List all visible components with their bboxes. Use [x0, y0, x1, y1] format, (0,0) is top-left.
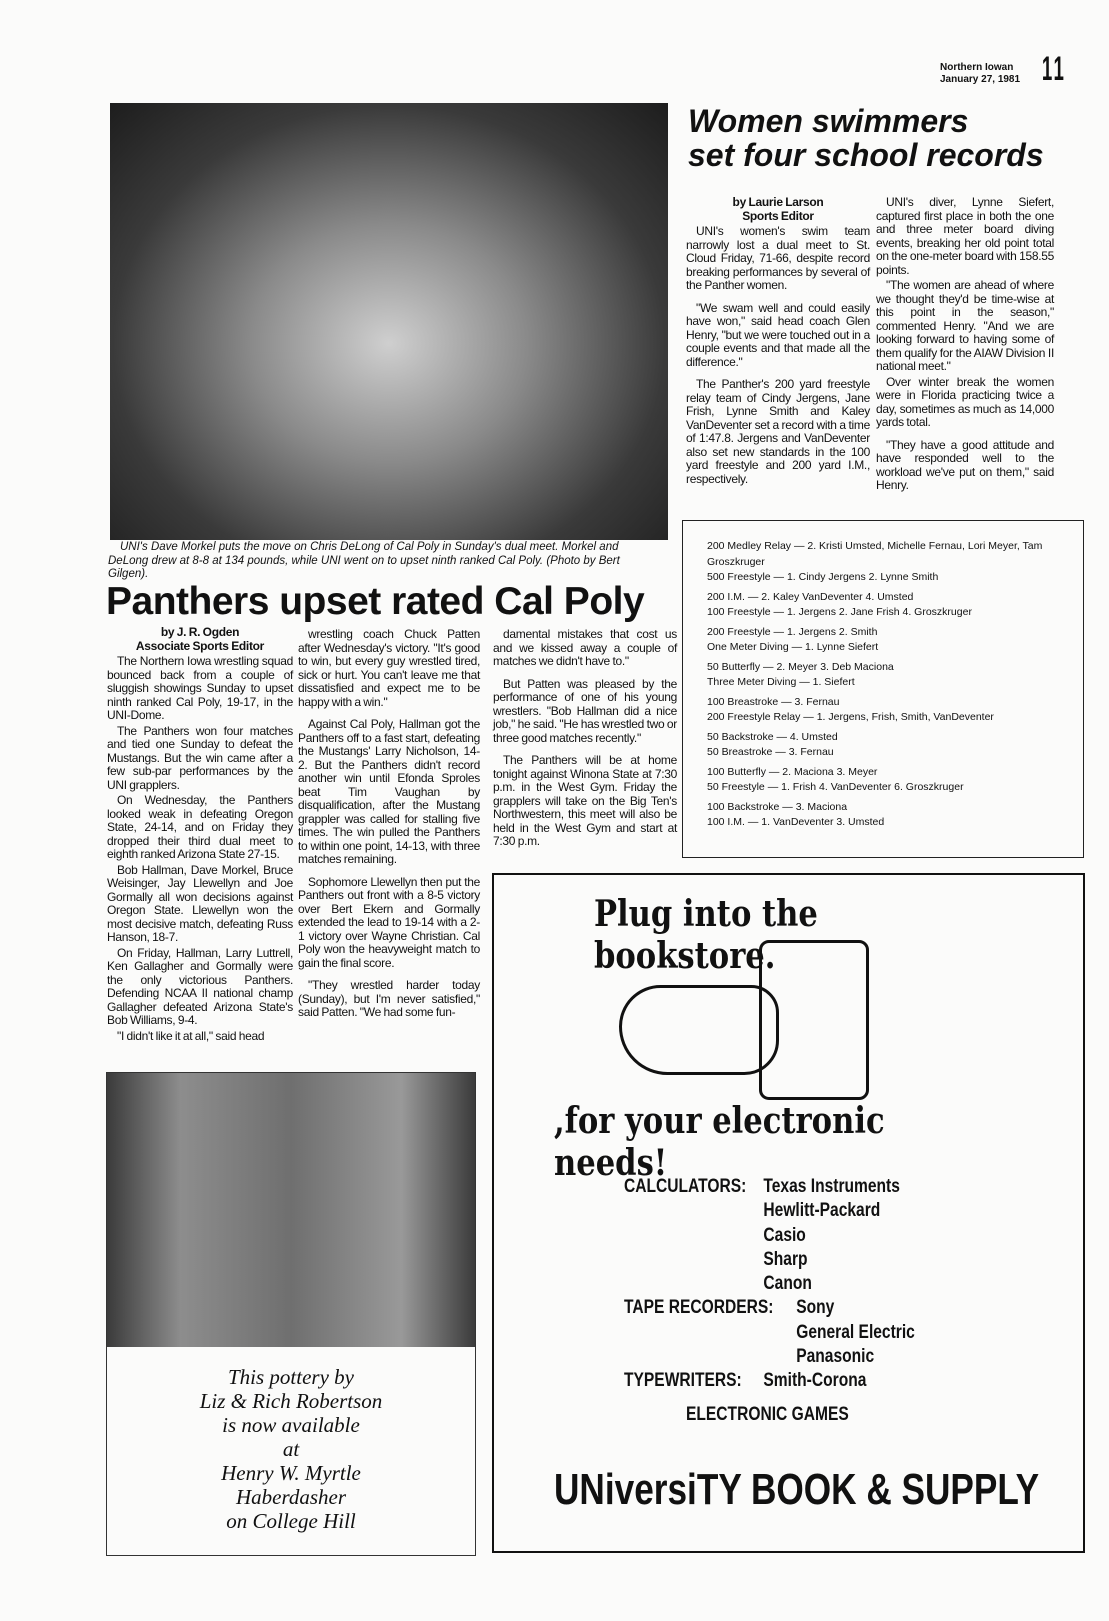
result-entry: 200 I.M. — 2. Kaley VanDeventer 4. Umsted [707, 590, 914, 603]
result-entry: One Meter Diving — 1. Lynne Siefert [707, 641, 879, 653]
category-label [624, 1224, 763, 1248]
paragraph: "We swam well and could easily have won," said head coach Glen Henry, "but we were touched out in a couple events and that made all the difference." [686, 300, 870, 369]
category-label [624, 1345, 796, 1369]
brand: Hewlitt-Packard [763, 1200, 881, 1222]
paragraph: "They wrestled harder today (Sunday), but I'm never satisfied," said Patten. "We had some fun- [298, 978, 480, 1019]
headline-line: Women swimmers [688, 103, 969, 139]
product-row [624, 1248, 1034, 1272]
byline: by J. R. Ogden Associate Sports Editor [135, 625, 265, 653]
paragraph: "The women are ahead of where we thought they'd be time-wise at this point in the season," commented Henry. "And we are looking forward to having some of them qualify for the AIAW Division II national meet." [876, 278, 1054, 373]
result-entry: 200 Freestyle Relay — 1. Jergens, Frish, Smith, VanDeventer [707, 711, 994, 723]
result-entry: 500 Freestyle — 1. Cindy Jergens 2. Lynne Smith [707, 571, 939, 583]
category-label: TYPEWRITERS: [624, 1370, 742, 1392]
brand: Texas Instruments [763, 1176, 900, 1197]
swim-headline [688, 104, 1044, 172]
paragraph: On Friday, Hallman, Larry Luttrell, Ken Gallagher and Gormally were the only victorious Panthers. Defending NCAA II national champ Gallagher defeated Arizona State's Bob Williams, 9-4. [107, 945, 293, 1027]
paragraph: The Panther's 200 yard freestyle relay team of Cindy Jergens, Jane Frish, Lynne Smith and Kaley VanDeventer set a record with a time of 1:47.8. Jergens and VanDeventer also set new standards in the 100 yard freestyle and 200 yard I.M., respectively. [686, 377, 870, 486]
product-row [624, 1199, 1034, 1223]
result-entry: 50 Breastroke — 3. Fernau [707, 746, 834, 758]
swim-column-2 [876, 196, 1054, 495]
paragraph: "They have a good attitude and have responded well to the workload we've put on them," said Henry. [876, 437, 1054, 492]
result-entry: 50 Butterfly — 2. Meyer 3. Deb Maciona [707, 660, 894, 673]
wrestling-column-2 [298, 628, 480, 1022]
paragraph: But Patten was pleased by the performance of one of his young wrestlers. "Bob Hallman did a nice job," he said. "He has wrestled two or three good matches recently." [493, 676, 677, 745]
category-label [624, 1199, 763, 1223]
swim-results-box [682, 520, 1084, 858]
photo-caption: UNI's Dave Morkel puts the move on Chris DeLong of Cal Poly in Sunday's dual meet. Morkel and DeLong drew at 8-8 at 134 pounds, while UNI went on to upset ninth ranked Cal Poly. (Photo by Bert Gilgen). [108, 541, 620, 580]
bookstore-ad [492, 873, 1085, 1553]
paragraph: Sophomore Llewellyn then put the Panthers out front with a 8-5 victory over Bert Ekern and Gormally extended the lead to 19-14 with a 2-1 victory over Wayne Christian. Cal Poly won the heavyweight match to gain the final score. [298, 874, 480, 970]
pottery-ad [106, 1072, 476, 1556]
paragraph: The Panthers will be at home tonight against Winona State at 7:30 p.m. in the West Gym. Friday the grapplers will take on the Big Ten's Northwestern, this meet will also be held in the West Gym and start at 7:30 p.m. [493, 753, 677, 848]
product-row [624, 1369, 1034, 1393]
brand: Smith-Corona [763, 1370, 867, 1392]
wrestling-photo [110, 103, 668, 540]
result-entry: 100 Breastroke — 3. Fernau [707, 695, 840, 708]
brand: Sharp [763, 1248, 808, 1270]
paragraph: UNI's diver, Lynne Siefert, captured first place in both the one and three meter board diving events, breaking her old point total on the one-meter board with 158.55 points. [876, 195, 1054, 277]
result-entry: 200 Medley Relay — 2. Kristi Umsted, Michelle Fernau, Lori Meyer, Tam Groszkruger [707, 540, 1043, 568]
bookstore-headline: Plug into the bookstore. [594, 893, 818, 977]
result-entry: 100 Freestyle — 1. Jergens 2. Jane Frish 4. Groszkruger [707, 606, 972, 618]
product-row [624, 1272, 1034, 1296]
bookstore-tagline: ,for your electronic needs! [554, 1100, 885, 1184]
category-label: TAPE RECORDERS: [624, 1297, 774, 1319]
product-row [624, 1345, 1034, 1369]
pottery-photo [107, 1073, 475, 1347]
paragraph: Over winter break the women were in Florida practicing twice a day, sometimes as much as 14,000 yards total. [876, 374, 1054, 429]
wrestling-headline: Panthers upset rated Cal Poly [106, 580, 645, 623]
product-row [624, 1224, 1034, 1248]
headline-line: set four school records [688, 137, 1044, 173]
paragraph: The Panthers won four matches and tied one Sunday to defeat the Mustangs. But the win came after a few sub-par performances by the UNI grapplers. [107, 723, 293, 792]
category-label: CALCULATORS: [624, 1176, 747, 1197]
byline: by Laurie Larson Sports Editor [732, 195, 824, 223]
pottery-ad-text: This pottery by Liz & Rich Robertson is now available at Henry W. Myrtle Haberdasher on College Hill [199, 1365, 383, 1533]
paragraph: On Wednesday, the Panthers looked weak in defeating Oregon State, 24-14, and on Friday they dropped their third dual meet to eighth ranked Arizona State 27-15. [107, 793, 293, 861]
product-row [624, 1296, 1034, 1320]
category-label [624, 1248, 763, 1272]
category-label [624, 1272, 763, 1296]
paragraph: The Northern Iowa wrestling squad bounced back from a couple of sluggish showings Sunday to upset ninth ranked Cal Poly, 19-17, in the UNI-Dome. [107, 654, 293, 722]
store-logo: UNiversiTY BOOK & SUPPLY [554, 1465, 1040, 1514]
paragraph: Against Cal Poly, Hallman got the Panthers off to a fast start, defeating the Mustangs' Larry Nicholson, 14-2. But the Panthers didn't record another win until Efonda Sproles beat Tim Vaughan by disqualification, after the Mustang grappler was called for stalling five times. The win pulled the Panthers to within one point, 14-13, with three matches remaining. [298, 717, 480, 866]
wrestling-column-1 [107, 626, 293, 1045]
result-entry: 100 Butterfly — 2. Maciona 3. Meyer [707, 765, 878, 778]
brand: Sony [796, 1297, 835, 1319]
wrestling-column-3 [493, 628, 677, 851]
category-label [624, 1321, 796, 1345]
product-row [624, 1321, 1034, 1345]
electronic-games: ELECTRONIC GAMES [686, 1404, 849, 1425]
issue-date: January 27, 1981 [940, 74, 1021, 85]
brand: Panasonic [796, 1346, 875, 1368]
paragraph: Bob Hallman, Dave Morkel, Bruce Weisinger, Jay Llewellyn and Joe Gormally all won decisions against Oregon State. Llewellyn won the most decisive match, defeating Russ Hanson, 18-7. [107, 862, 293, 944]
page-number: 11 [1041, 50, 1067, 88]
paragraph: wrestling coach Chuck Patten after Wednesday's victory. "It's good to win, but every guy wrestled tired, sick or hurt. You can't leave me that dissatisfied and expect me to be happy with a win." [298, 627, 480, 709]
paper-name: Northern Iowan [940, 62, 1014, 73]
result-entry: 100 I.M. — 1. VanDeventer 3. Umsted [707, 816, 885, 828]
brand: Casio [763, 1224, 806, 1246]
result-entry: 50 Backstroke — 4. Umsted [707, 730, 838, 743]
result-entry: 100 Backstroke — 3. Maciona [707, 800, 848, 813]
paragraph: damental mistakes that cost us and we kissed away a couple of matches we didn't have to." [493, 627, 677, 668]
swim-column-1 [686, 196, 870, 488]
hand-plug-illustration [619, 985, 779, 1075]
masthead [940, 62, 1020, 86]
brand: Canon [763, 1273, 812, 1295]
paragraph: UNI's women's swim team narrowly lost a dual meet to St. Cloud Friday, 71-66, despite record breaking performances by several of the Panther women. [686, 224, 870, 292]
product-list [624, 1175, 1034, 1394]
result-entry: 200 Freestyle — 1. Jergens 2. Smith [707, 625, 878, 638]
product-row [624, 1175, 1034, 1199]
result-entry: Three Meter Diving — 1. Siefert [707, 676, 855, 688]
result-entry: 50 Freestyle — 1. Frish 4. VanDeventer 6. Groszkruger [707, 781, 964, 793]
brand: General Electric [796, 1321, 915, 1343]
paragraph: "I didn't like it at all," said head [117, 1028, 265, 1043]
